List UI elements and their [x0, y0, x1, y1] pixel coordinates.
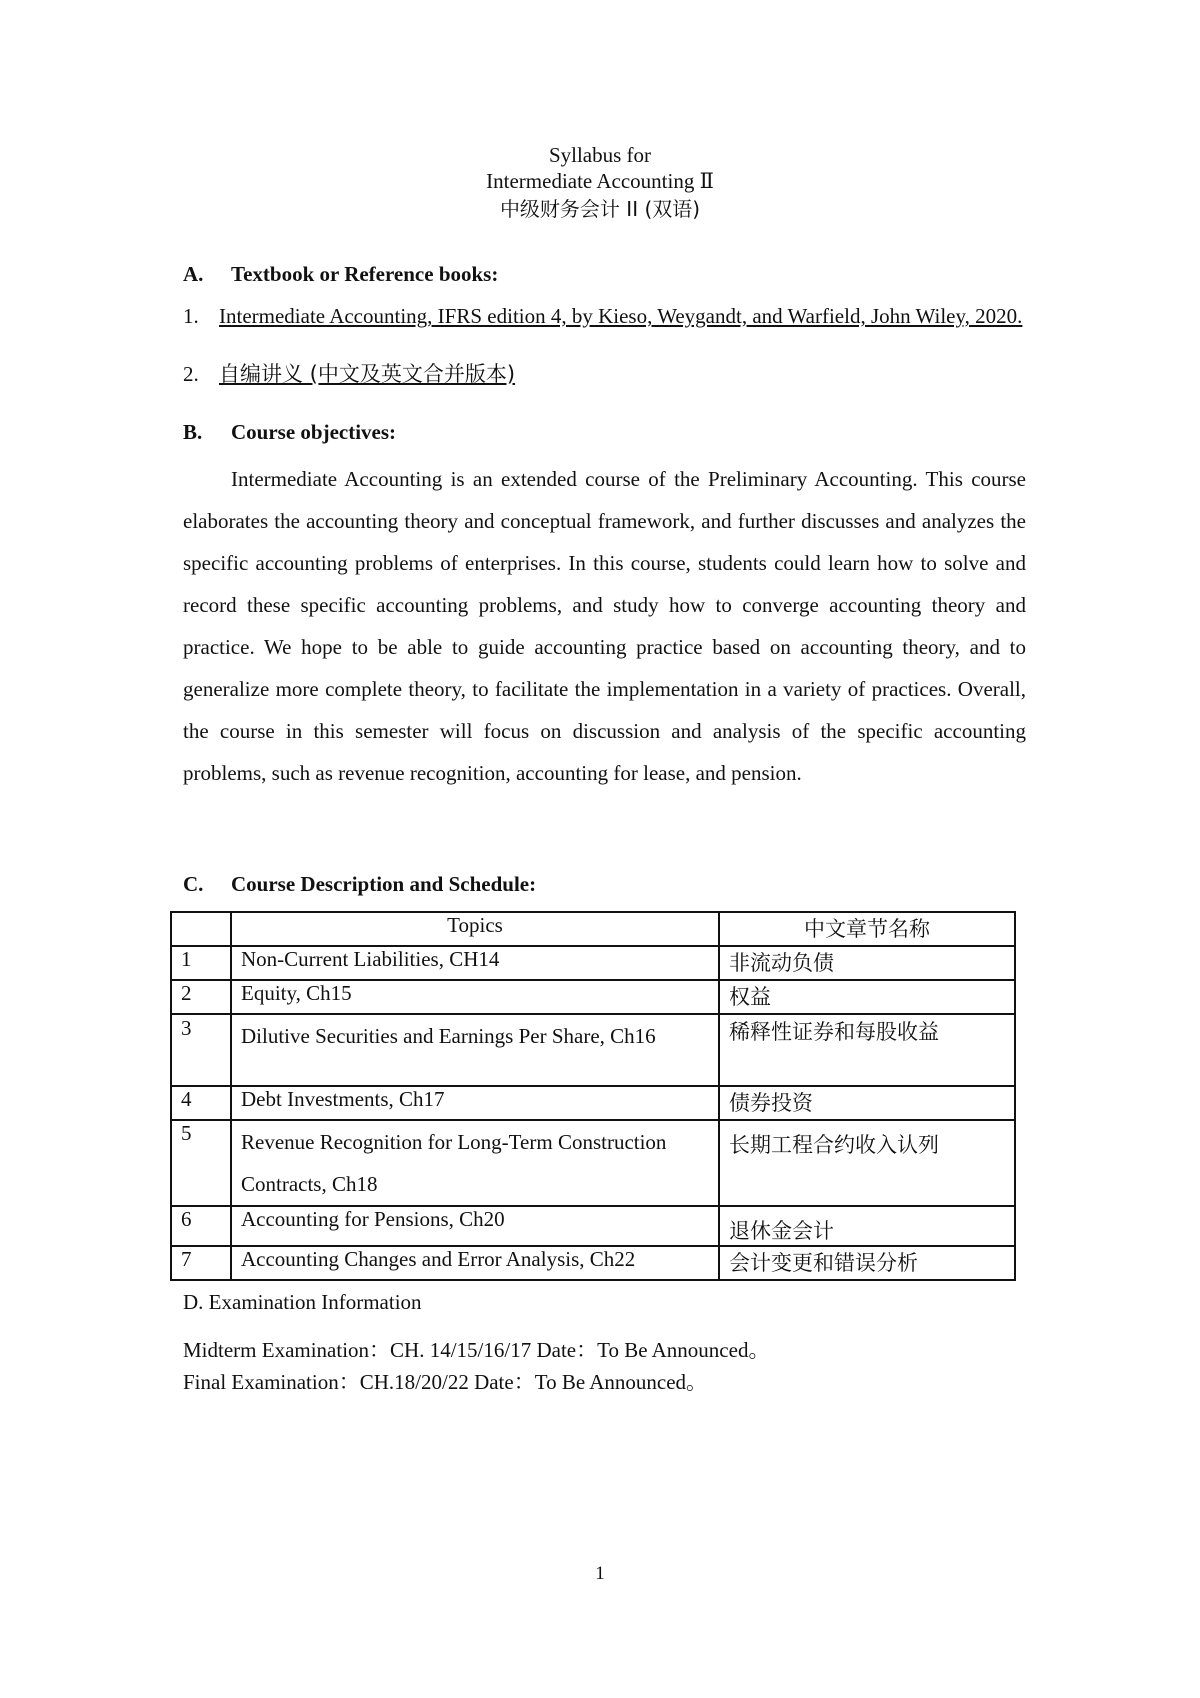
row-chinese-title: 权益 — [719, 980, 1015, 1014]
table-row — [171, 1120, 1015, 1206]
section-b-letter: B. — [183, 420, 203, 444]
table-row — [171, 1014, 1015, 1086]
row-chinese-title: 长期工程合约收入认列 — [719, 1120, 1015, 1206]
syllabus-title — [0, 142, 1200, 222]
row-number: 3 — [171, 1014, 231, 1086]
row-topic: Debt Investments, Ch17 — [231, 1086, 719, 1120]
row-topic: Accounting for Pensions, Ch20 — [231, 1206, 719, 1246]
schedule-table — [170, 911, 1016, 1281]
row-chinese-title: 债券投资 — [719, 1086, 1015, 1120]
final-exam-info: Final Examination：CH.18/20/22 Date：To Be Announced。 — [183, 1370, 708, 1394]
row-chinese-title: 退休金会计 — [719, 1206, 1015, 1246]
course-objectives-text: Intermediate Accounting is an extended course of the Preliminary Accounting. This course elaborates the accounting theory and conceptual framework, and further discusses and analyzes the specific accounting problems of enterprises. In this course, students could learn how to solve and record these specific accounting problems, and study how to converge accounting theory and practice. We hope to be able to guide accounting practice based on accounting theory, and to generalize more complete theory, to facilitate the implementation in a variety of practices. Overall, the course in this semester will focus on discussion and analysis of the specific accounting problems, such as revenue recognition, accounting for lease, and pension. — [183, 467, 1026, 785]
table-row — [171, 1246, 1015, 1280]
header-topics: Topics — [231, 912, 719, 946]
table-row — [171, 946, 1015, 980]
section-d-heading: D. Examination Information — [183, 1290, 422, 1314]
row-number: 6 — [171, 1206, 231, 1246]
page-number: 1 — [595, 1563, 605, 1584]
reference-item-2-number: 2. — [183, 362, 199, 386]
row-chinese-title: 非流动负债 — [719, 946, 1015, 980]
row-topic: Dilutive Securities and Earnings Per Share, Ch16 — [231, 1014, 719, 1086]
row-topic: Accounting Changes and Error Analysis, Ch22 — [231, 1246, 719, 1280]
row-number: 2 — [171, 980, 231, 1014]
reference-item-2-text: 自编讲义 (中文及英文合并版本) — [219, 362, 516, 386]
midterm-exam-info: Midterm Examination：CH. 14/15/16/17 Date：To Be Announced。 — [183, 1338, 770, 1362]
section-c-heading — [183, 872, 536, 897]
title-line-2: Intermediate Accounting Ⅱ — [486, 169, 714, 193]
header-number — [171, 912, 231, 946]
table-row — [171, 1086, 1015, 1120]
schedule-header-row — [171, 912, 1015, 946]
table-row — [171, 980, 1015, 1014]
row-number: 7 — [171, 1246, 231, 1280]
row-number: 4 — [171, 1086, 231, 1120]
row-number: 1 — [171, 946, 231, 980]
header-chinese-chapter: 中文章节名称 — [719, 912, 1015, 946]
section-c-title: Course Description and Schedule: — [231, 872, 537, 896]
row-topic: Revenue Recognition for Long-Term Construction Contracts, Ch18 — [231, 1120, 719, 1206]
course-objectives-paragraph — [183, 458, 1026, 794]
row-chinese-title: 会计变更和错误分析 — [719, 1246, 1015, 1280]
row-chinese-title: 稀释性证券和每股收益 — [719, 1014, 1015, 1086]
row-topic: Non-Current Liabilities, CH14 — [231, 946, 719, 980]
section-a-letter: A. — [183, 262, 204, 286]
reference-item-1-text: Intermediate Accounting, IFRS edition 4, by Kieso, Weygandt, and Warfield, John Wiley, 2020. — [219, 304, 1023, 328]
section-b-heading — [183, 420, 396, 445]
row-topic: Equity, Ch15 — [231, 980, 719, 1014]
reference-item-1-number: 1. — [183, 304, 199, 328]
section-a-title: Textbook or Reference books: — [231, 262, 499, 286]
row-number: 5 — [171, 1120, 231, 1206]
table-row — [171, 1206, 1015, 1246]
section-b-title: Course objectives: — [231, 420, 397, 444]
title-line-3: 中级财务会计 II (双语) — [499, 197, 701, 221]
title-line-1: Syllabus for — [548, 143, 652, 167]
section-c-letter: C. — [183, 872, 204, 896]
section-a-heading — [183, 262, 498, 287]
